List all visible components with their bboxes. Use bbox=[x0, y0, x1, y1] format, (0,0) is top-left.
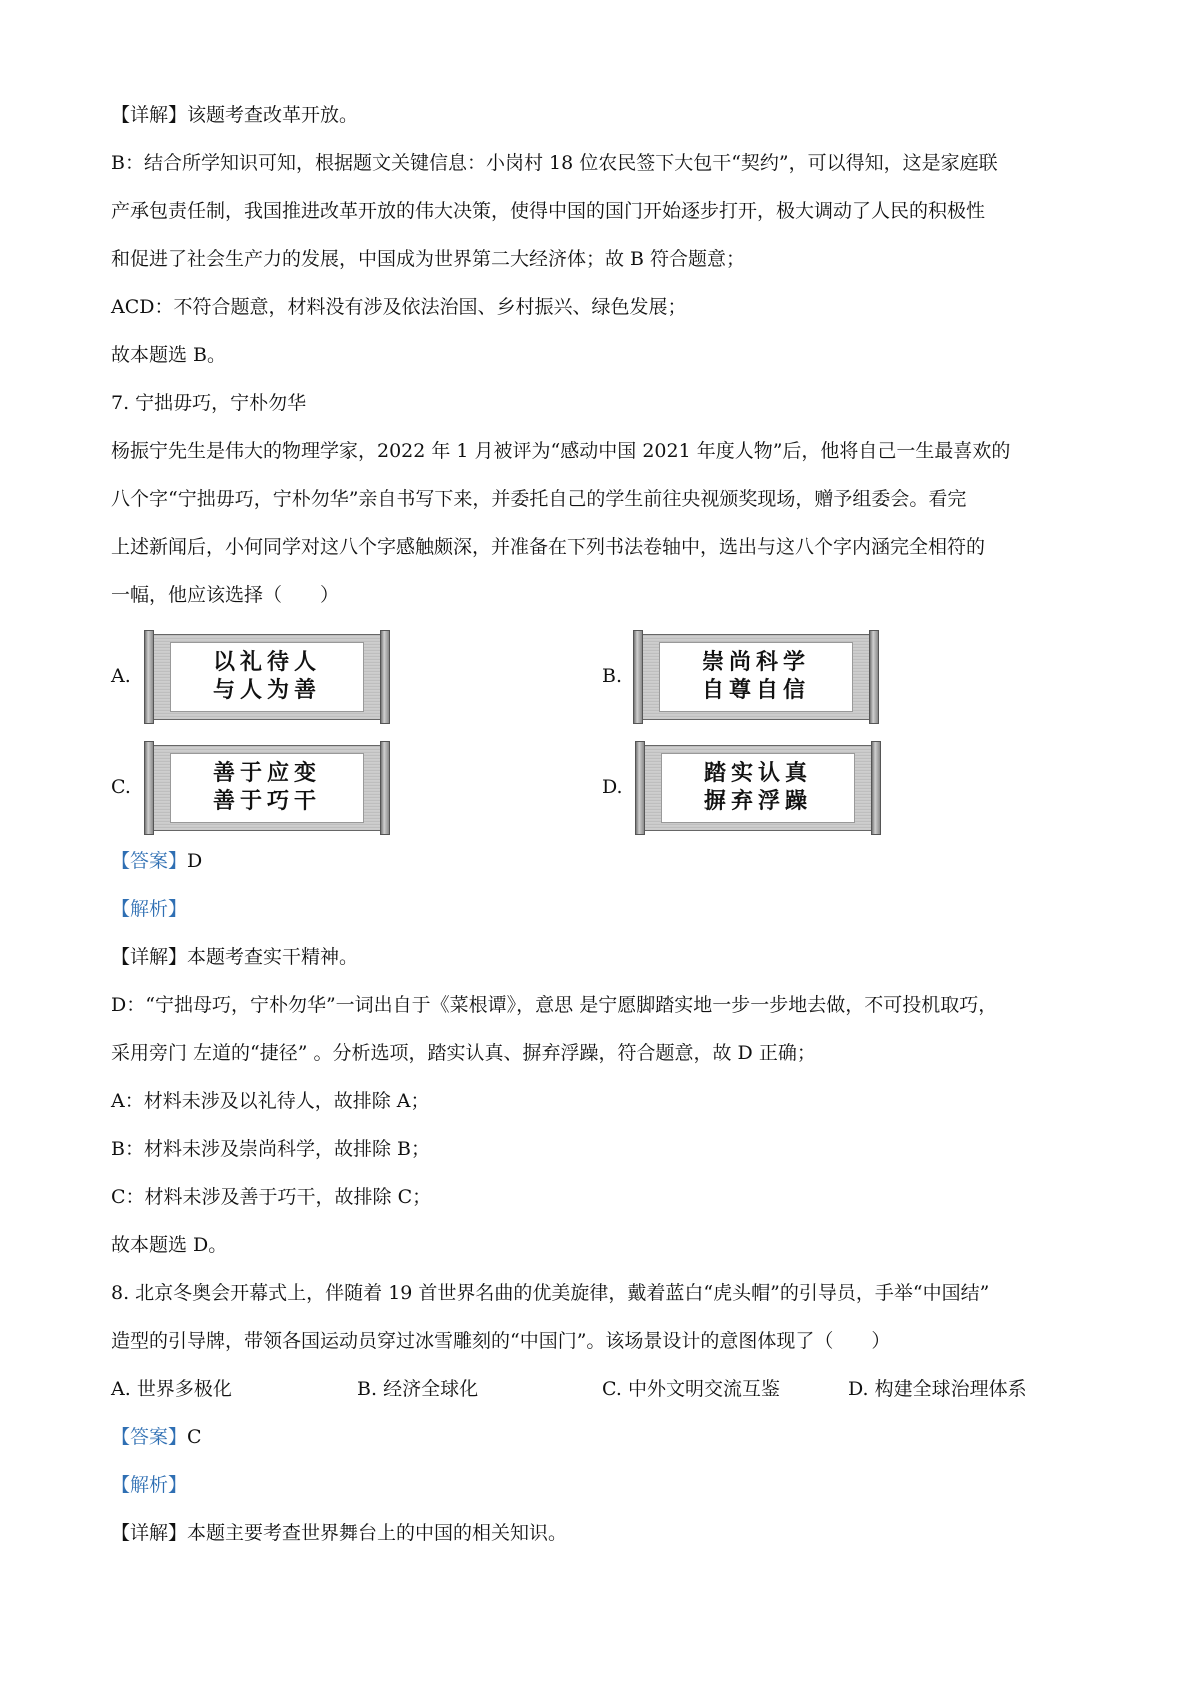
answer-tag: 【答案】 bbox=[111, 1426, 188, 1448]
text-line: 和促进了社会生产力的发展，中国成为世界第二大经济体；故 B 符合题意； bbox=[111, 248, 746, 270]
text-line: B：材料未涉及崇尚科学，故排除 B； bbox=[111, 1138, 430, 1160]
scroll-rod bbox=[380, 741, 390, 835]
text-line: 产承包责任制，我国推进改革开放的伟大决策，使得中国的国门开始逐步打开，极大调动了人民的积极性 bbox=[111, 200, 986, 222]
text-line: 八个字“宁拙毋巧，宁朴勿华”亲自书写下来，并委托自己的学生前往央视颁奖现场，赠予组委会。看完 bbox=[111, 488, 967, 510]
scroll-rod bbox=[869, 630, 879, 724]
scroll-text-line2: 摒弃浮躁 bbox=[703, 789, 812, 814]
option-c-label: C. bbox=[111, 776, 131, 798]
text-line: 故本题选 B。 bbox=[111, 344, 227, 366]
q8-option-a: A. 世界多极化 bbox=[111, 1378, 232, 1400]
text-line: 造型的引导牌，带领各国运动员穿过冰雪雕刻的“中国门”。该场景设计的意图体现了（ ） bbox=[111, 1330, 891, 1352]
scroll-rod bbox=[144, 741, 154, 835]
q8-option-c: C. 中外文明交流互鉴 bbox=[602, 1378, 780, 1400]
scroll-paper bbox=[659, 642, 853, 712]
scroll-option-d bbox=[635, 741, 881, 835]
option-a-label: A. bbox=[111, 665, 131, 687]
text-line: 采用旁门 左道的“捷径” 。分析选项，踏实认真、摒弃浮躁，符合题意，故 D 正确； bbox=[111, 1042, 816, 1064]
scroll-text-line2: 与人为善 bbox=[212, 678, 321, 703]
text-line: 【详解】本题考查实干精神。 bbox=[111, 946, 359, 968]
text-line: C：材料未涉及善于巧干，故排除 C； bbox=[111, 1186, 432, 1208]
option-d-label: D. bbox=[602, 776, 623, 798]
scroll-option-a bbox=[144, 630, 390, 724]
question-7-title: 7. 宁拙毋巧，宁朴勿华 bbox=[111, 392, 307, 414]
q8-option-d: D. 构建全球治理体系 bbox=[848, 1378, 1027, 1400]
scroll-text-line1: 崇尚科学 bbox=[701, 650, 810, 675]
scroll-paper bbox=[661, 753, 855, 823]
scroll-text-line1: 善于应变 bbox=[212, 761, 321, 786]
scroll-rod bbox=[633, 630, 643, 724]
scroll-option-b bbox=[633, 630, 879, 724]
analysis-tag: 【解析】 bbox=[111, 898, 188, 920]
text-line: ACD：不符合题意，材料没有涉及依法治国、乡村振兴、绿色发展； bbox=[111, 296, 687, 318]
text-line: 上述新闻后，小何同学对这八个字感触颇深，并准备在下列书法卷轴中，选出与这八个字内涵完全相符的 bbox=[111, 536, 986, 558]
scroll-rod bbox=[635, 741, 645, 835]
scroll-text-line1: 以礼待人 bbox=[212, 650, 321, 675]
scroll-rod bbox=[380, 630, 390, 724]
text-line: 一幅，他应该选择（ ） bbox=[111, 584, 340, 606]
text-line: 杨振宁先生是伟大的物理学家，2022 年 1 月被评为“感动中国 2021 年度人物”后，他将自己一生最喜欢的 bbox=[111, 440, 1011, 462]
scroll-text-line2: 善于巧干 bbox=[212, 789, 321, 814]
text-line: 【详解】本题主要考查世界舞台上的中国的相关知识。 bbox=[111, 1522, 568, 1544]
text-line: B：结合所学知识可知，根据题文关键信息：小岗村 18 位农民签下大包干“契约”，可以得知，这是家庭联 bbox=[111, 152, 998, 174]
text-line: A：材料未涉及以礼待人，故排除 A； bbox=[111, 1090, 430, 1112]
analysis-line bbox=[111, 1472, 187, 1498]
text-line: 故本题选 D。 bbox=[111, 1234, 228, 1256]
analysis-line bbox=[111, 896, 187, 922]
answer-tag: 【答案】 bbox=[111, 850, 188, 872]
scroll-rod bbox=[144, 630, 154, 724]
scroll-text-line2: 自尊自信 bbox=[701, 678, 810, 703]
answer-line: 【答案】C bbox=[111, 1426, 202, 1448]
answer-line: 【答案】D bbox=[111, 850, 203, 872]
scroll-paper bbox=[170, 642, 364, 712]
option-b-label: B. bbox=[602, 665, 623, 687]
scroll-text-line1: 踏实认真 bbox=[703, 761, 812, 786]
scroll-paper bbox=[170, 753, 364, 823]
question-8-text: 8. 北京冬奥会开幕式上，伴随着 19 首世界名曲的优美旋律，戴着蓝白“虎头帽”的引导员，手举“中国结” bbox=[111, 1282, 990, 1304]
scroll-rod bbox=[871, 741, 881, 835]
q8-option-b: B. 经济全球化 bbox=[357, 1378, 479, 1400]
analysis-tag: 【解析】 bbox=[111, 1474, 188, 1496]
text-line: 【详解】该题考查改革开放。 bbox=[111, 104, 359, 126]
scroll-option-c bbox=[144, 741, 390, 835]
text-line: D：“宁拙母巧，宁朴勿华”一词出自于《菜根谭》，意思 是宁愿脚踏实地一步一步地去做，不可投机取巧， bbox=[111, 994, 998, 1016]
